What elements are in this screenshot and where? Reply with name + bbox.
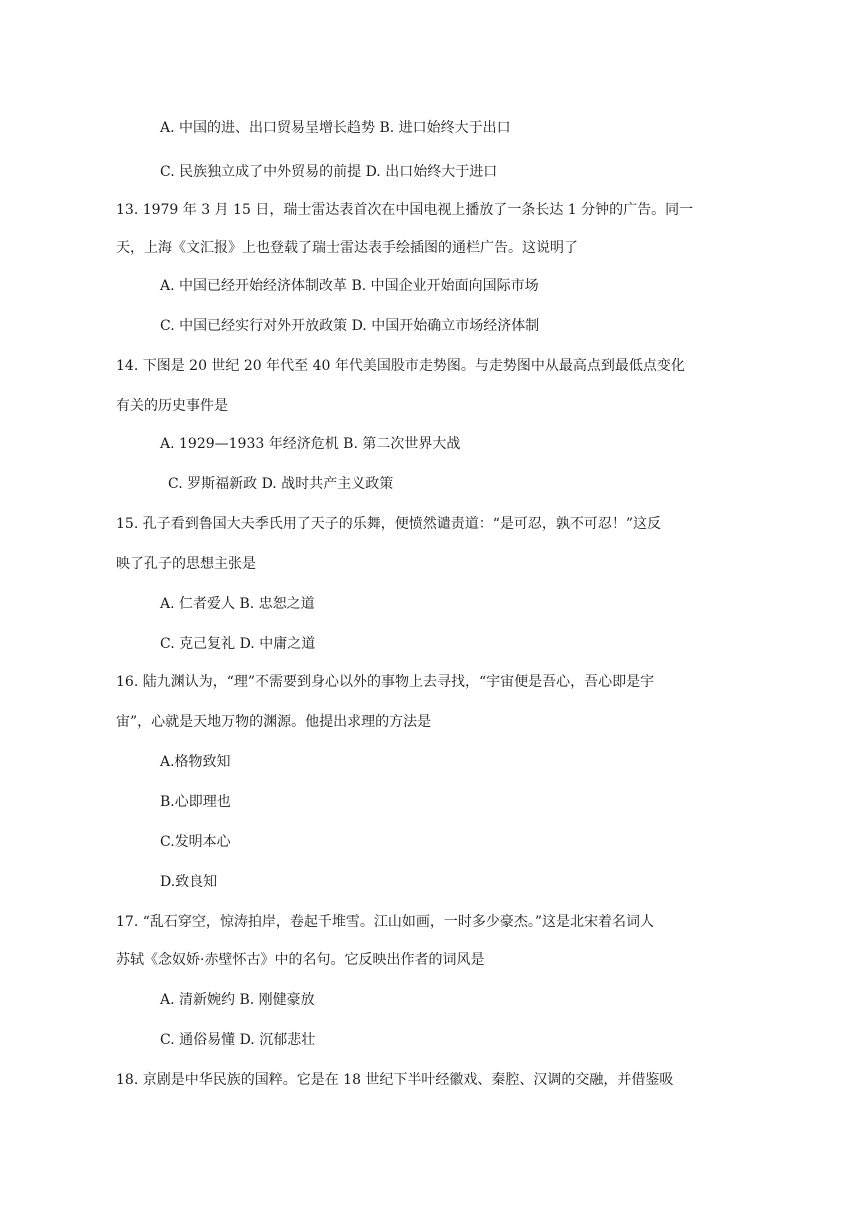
q15-stem-line1: 15. 孔子看到鲁国大夫季氏用了天子的乐舞，便愤然谴责道：“是可忍，孰不可忍！”这反 <box>116 516 662 532</box>
q17-stem-line2: 苏轼《念奴娇·赤壁怀古》中的名句。它反映出作者的词风是 <box>116 952 485 968</box>
q14-options-cd: C. 罗斯福新政 D. 战时共产主义政策 <box>168 476 394 492</box>
q14-stem-line1: 14. 下图是 20 世纪 20 年代至 40 年代美国股市走势图。与走势图中从最高点到最低点变化 <box>116 358 685 374</box>
q13-stem-line1: 13. 1979 年 3 月 15 日，瑞士雷达表首次在中国电视上播放了一条长达 1 分钟的广告。同一 <box>116 202 694 218</box>
q17-stem-line1: 17. “乱石穿空，惊涛拍岸，卷起千堆雪。江山如画，一时多少豪杰。”这是北宋着名词人 <box>116 914 655 930</box>
q15-options-cd: C. 克己复礼 D. 中庸之道 <box>160 636 316 652</box>
q18-stem-line1: 18. 京剧是中华民族的国粹。它是在 18 世纪下半叶经徽戏、秦腔、汉调的交融，并借鉴吸 <box>116 1072 674 1088</box>
q16-stem-line2: 宙”，心就是天地万物的渊源。他提出求理的方法是 <box>116 714 432 730</box>
q13-stem-line2: 天，上海《文汇报》上也登载了瑞士雷达表手绘插图的通栏广告。这说明了 <box>116 240 578 256</box>
q14-options-ab: A. 1929—1933 年经济危机 B. 第二次世界大战 <box>160 436 461 452</box>
q16-option-b: B.心即理也 <box>160 794 231 810</box>
q16-option-d: D.致良知 <box>160 874 218 890</box>
q15-options-ab: A. 仁者爱人 B. 忠恕之道 <box>160 596 315 612</box>
q12-options-cd: C. 民族独立成了中外贸易的前提 D. 出口始终大于进口 <box>160 164 498 180</box>
q13-options-ab: A. 中国已经开始经济体制改革 B. 中国企业开始面向国际市场 <box>160 278 539 294</box>
q12-options-ab: A. 中国的进、出口贸易呈增长趋势 B. 进口始终大于出口 <box>160 120 511 136</box>
q15-stem-line2: 映了孔子的思想主张是 <box>116 556 256 572</box>
q13-options-cd: C. 中国已经实行对外开放政策 D. 中国开始确立市场经济体制 <box>160 318 540 334</box>
q16-option-a: A.格物致知 <box>160 754 231 770</box>
q17-options-cd: C. 通俗易懂 D. 沉郁悲壮 <box>160 1032 316 1048</box>
q16-stem-line1: 16. 陆九渊认为，“理”不需要到身心以外的事物上去寻找，“宇宙便是吾心，吾心即是宇 <box>116 674 655 690</box>
q17-options-ab: A. 清新婉约 B. 刚健豪放 <box>160 992 315 1008</box>
q16-option-c: C.发明本心 <box>160 834 231 850</box>
q14-stem-line2: 有关的历史事件是 <box>116 398 228 414</box>
